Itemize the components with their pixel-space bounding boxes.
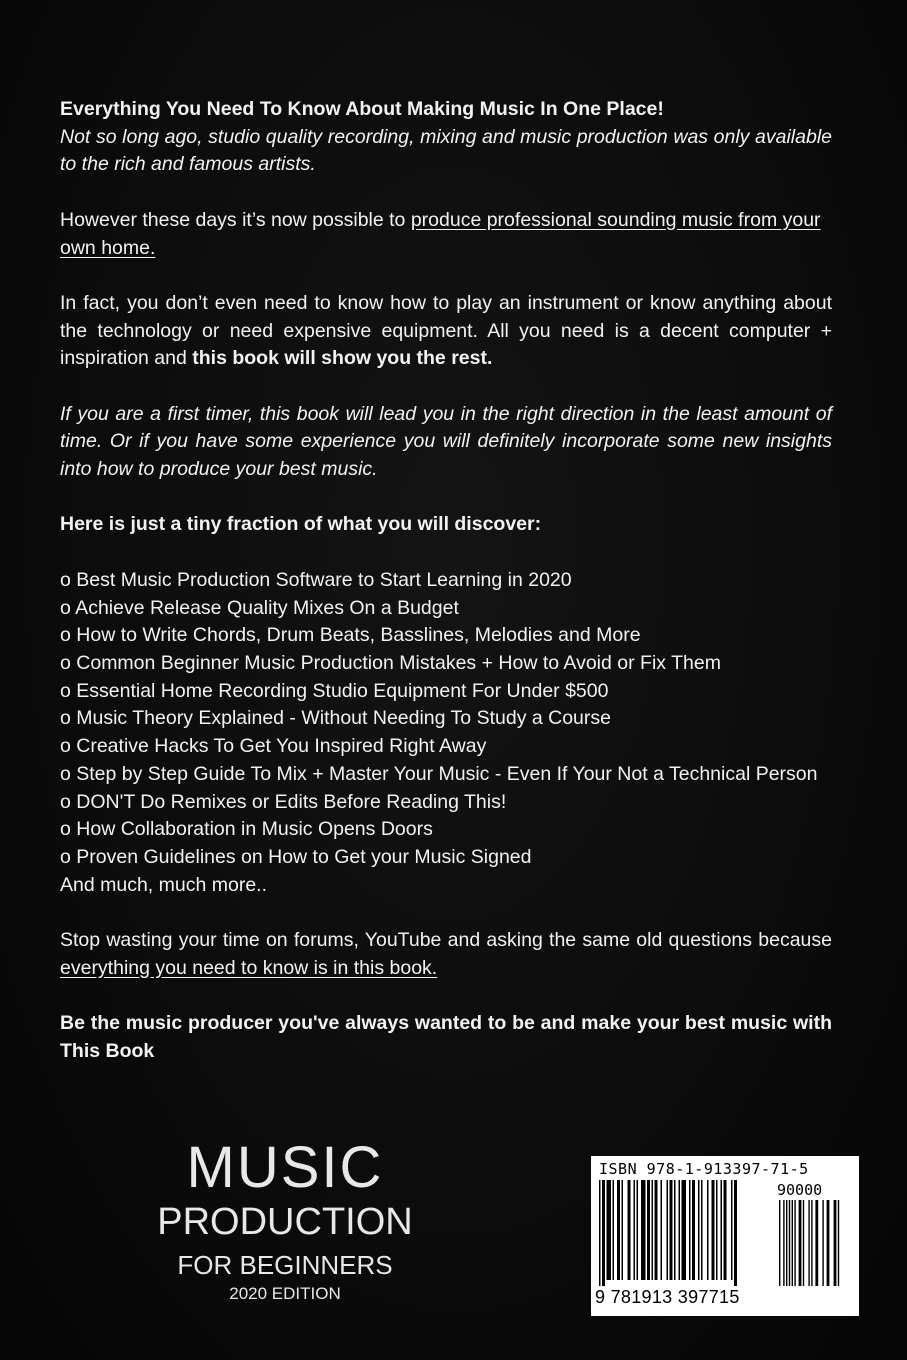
barcode-bar xyxy=(628,1180,631,1280)
barcode-bar xyxy=(617,1180,620,1280)
barcode-bar xyxy=(822,1200,823,1286)
barcode-bar xyxy=(692,1180,695,1280)
barcode-bar xyxy=(834,1200,837,1286)
barcode-bar xyxy=(602,1180,605,1286)
barcode-bar xyxy=(794,1200,795,1286)
intro-paragraph: Not so long ago, studio quality recording, mixing and music production was only available to the rich and famous artists. xyxy=(60,125,832,176)
list-more: And much, much more.. xyxy=(60,873,267,896)
barcode-bar xyxy=(634,1180,636,1280)
isbn-text: ISBN 978-1-913397-71-5 xyxy=(599,1160,809,1178)
list-item: o DON'T Do Remixes or Edits Before Reading This! xyxy=(60,790,507,813)
barcode-bar xyxy=(655,1180,658,1280)
barcode-bar xyxy=(670,1180,673,1280)
list-item: o Achieve Release Quality Mixes On a Budget xyxy=(60,596,459,619)
barcode-bar xyxy=(783,1200,784,1286)
barcode-bar xyxy=(811,1200,812,1286)
barcode-bar xyxy=(721,1180,723,1280)
logo-subtitle: PRODUCTION xyxy=(157,1201,413,1243)
logo-title: MUSIC xyxy=(186,1135,384,1200)
barcode-bar xyxy=(698,1180,700,1280)
barcode-bar xyxy=(613,1180,615,1280)
barcode-bar xyxy=(622,1180,624,1280)
barcode-bar xyxy=(808,1200,809,1286)
underlined-phrase: everything you need to know is in this book. xyxy=(60,956,438,979)
barcode-bar xyxy=(637,1180,639,1280)
list-item: o Music Theory Explained - Without Needing To Study a Course xyxy=(60,707,611,730)
list-item: o How to Write Chords, Drum Beats, Basslines, Melodies and More xyxy=(60,624,641,647)
blurb xyxy=(60,96,832,1066)
barcode-bar xyxy=(789,1200,790,1286)
barcode-bar xyxy=(641,1180,646,1280)
list-item: o Essential Home Recording Studio Equipment For Under $500 xyxy=(60,679,609,702)
paragraph-lead: However these days it’s now possible to xyxy=(60,208,411,231)
list-item: o Best Music Production Software to Start Learning in 2020 xyxy=(60,568,572,591)
isbn-barcode xyxy=(591,1156,859,1316)
barcode-bar xyxy=(779,1200,780,1286)
barcode-bar xyxy=(734,1180,737,1286)
list-heading: Here is just a tiny fraction of what you will discover: xyxy=(60,513,542,536)
logo-edition: 2020 EDITION xyxy=(229,1284,341,1303)
barcode-bar xyxy=(792,1200,793,1286)
headline: Everything You Need To Know About Making Music In One Place! xyxy=(60,98,664,120)
feature-list xyxy=(60,567,832,899)
barcode-bar xyxy=(815,1200,818,1286)
barcode-bar xyxy=(674,1180,676,1280)
barcode-bar xyxy=(803,1200,804,1286)
paragraph-text: In fact, you don’t even need to know how to play an instrument or know anything about the technology or need expensive equipment. All you need is a decent computer + inspiration and xyxy=(60,291,832,370)
paragraph-first-timer: If you are a first timer, this book will lead you in the right direction in the least amount of time. Or if you have some experience you will definitely incorporate some new insights into how to produce your best music. xyxy=(60,402,832,481)
barcode-bar xyxy=(786,1200,787,1286)
underlined-phrase: produce professional sounding music from your own home. xyxy=(60,208,821,259)
ean-number: 9 781913 397715 xyxy=(595,1287,740,1307)
barcode-bar xyxy=(661,1180,663,1280)
barcode-bar xyxy=(689,1180,691,1280)
barcode-bar xyxy=(652,1180,654,1280)
barcode-bar xyxy=(667,1180,669,1280)
barcode-bar xyxy=(607,1180,612,1280)
addon-number: 90000 xyxy=(777,1181,823,1199)
list-item: o Step by Step Guide To Mix + Master Your Music - Even If Your Not a Technical Person xyxy=(60,762,818,785)
barcode-bar xyxy=(827,1200,830,1286)
barcode-bar xyxy=(712,1180,715,1280)
barcode-bar xyxy=(682,1180,687,1280)
barcode-bar xyxy=(599,1180,601,1286)
list-item: o Proven Guidelines on How to Get your Music Signed xyxy=(60,845,532,868)
barcode-bar xyxy=(701,1180,703,1280)
list-item: o How Collaboration in Music Opens Doors xyxy=(60,818,433,841)
barcode-bar xyxy=(799,1200,802,1286)
list-item: o Common Beginner Music Production Mistakes + How to Avoid or Fix Them xyxy=(60,651,721,674)
paragraph-stop-wasting xyxy=(60,927,832,982)
book-logo xyxy=(140,1135,430,1304)
barcode-bar xyxy=(647,1180,650,1280)
paragraph-home-production xyxy=(60,207,832,262)
closing-line: Be the music producer you've always wanted to be and make your best music with This Book xyxy=(60,1012,832,1062)
list-item: o Creative Hacks To Get You Inspired Right Away xyxy=(60,735,487,758)
logo-tagline: FOR BEGINNERS xyxy=(177,1250,393,1280)
barcode-bar xyxy=(679,1180,681,1280)
bold-phrase: this book will show you the rest. xyxy=(192,347,493,370)
paragraph-lead: Stop wasting your time on forums, YouTube and asking the same old questions because xyxy=(60,929,832,951)
barcode-bar xyxy=(707,1180,709,1280)
barcode-bar xyxy=(838,1200,839,1286)
barcode-bar xyxy=(731,1180,733,1280)
barcode-bar xyxy=(716,1180,718,1280)
paragraph-no-instrument xyxy=(60,290,832,373)
barcode-bar xyxy=(724,1180,727,1280)
